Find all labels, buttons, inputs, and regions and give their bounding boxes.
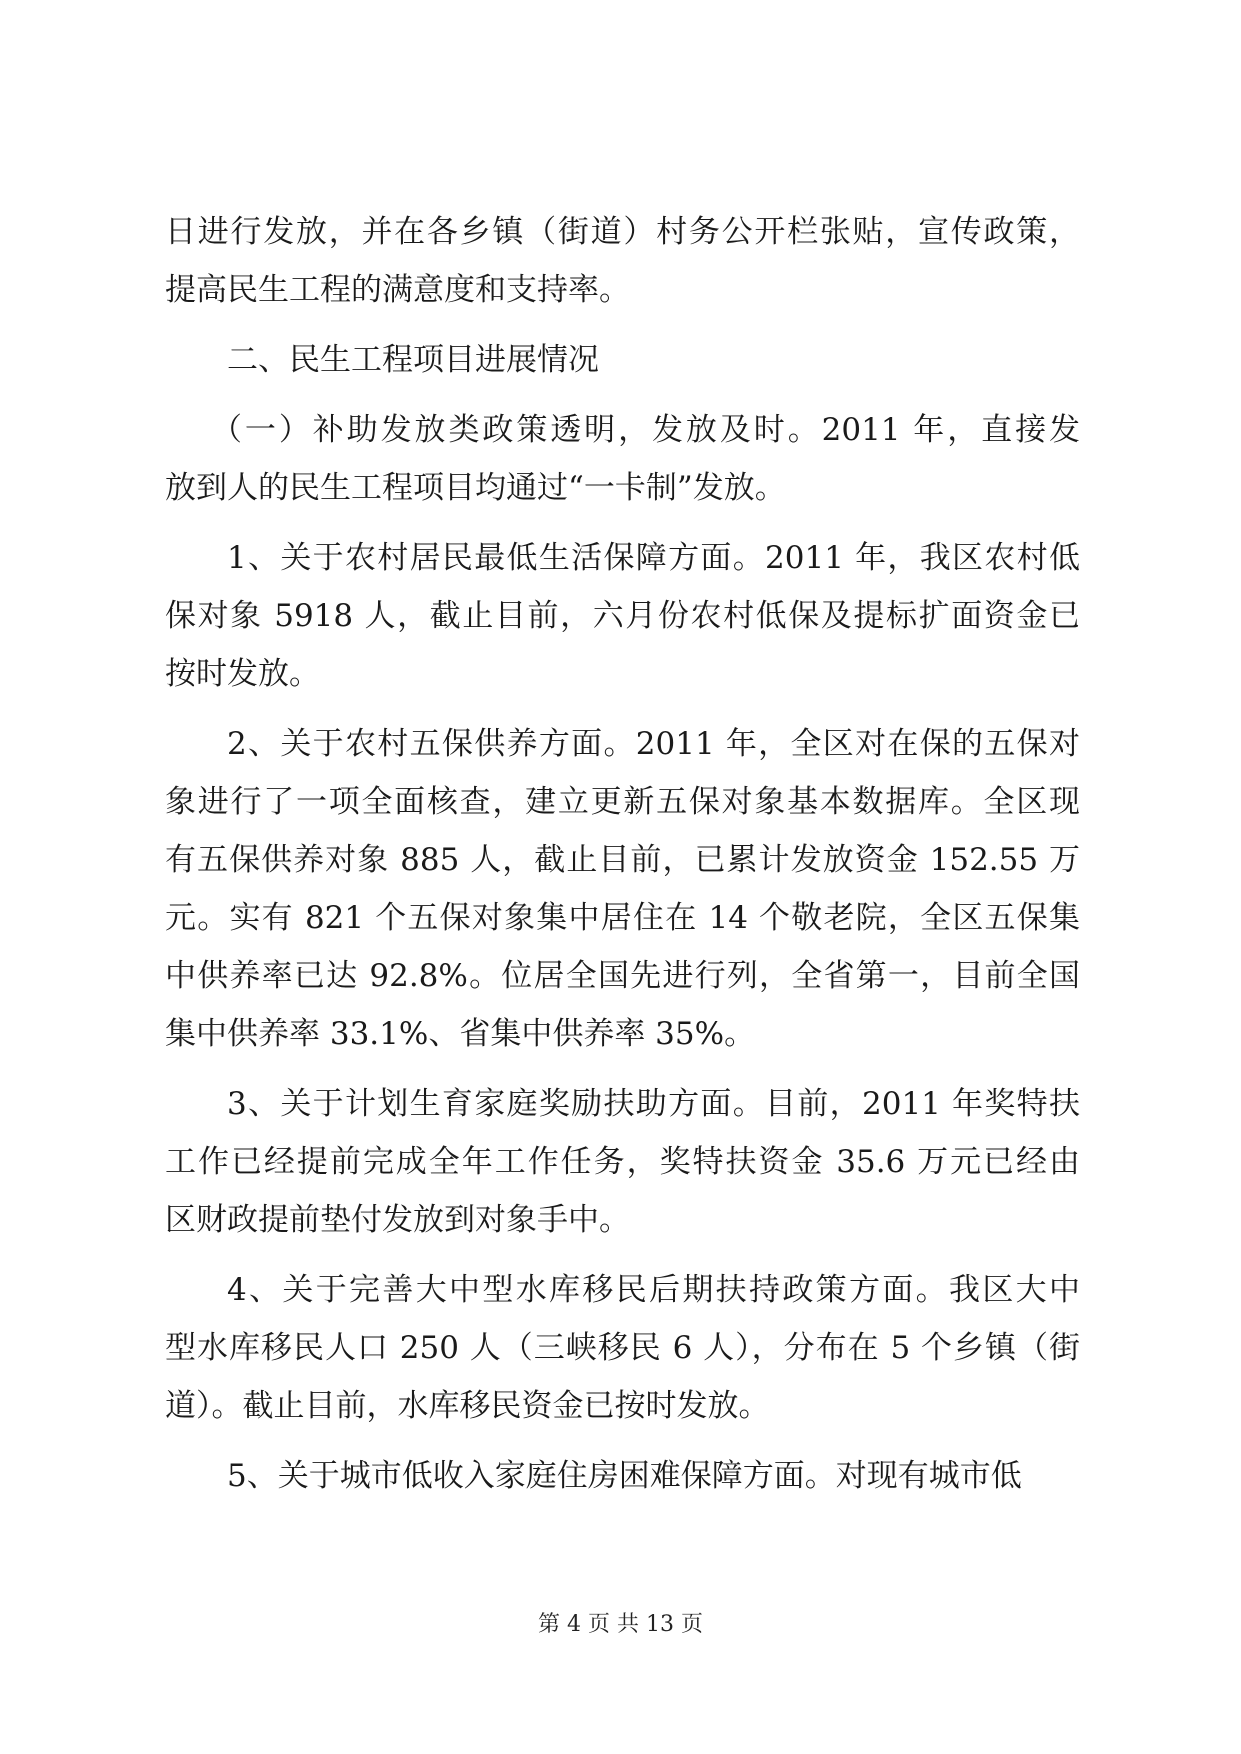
paragraph-continuation xyxy=(165,203,1080,319)
text-line: 元。实有 821 个五保对象集中居住在 14 个敬老院，全区五保集 xyxy=(165,900,1080,936)
text-line: 按时发放。 xyxy=(165,656,320,692)
text-line: 道）。截止目前，水库移民资金已按时发放。 xyxy=(165,1388,770,1424)
paragraph-reservoir-migrants xyxy=(165,1261,1080,1435)
text-line: 3、关于计划生育家庭奖励扶助方面。目前，2011 年奖特扶 xyxy=(227,1086,1080,1122)
paragraph-family-planning xyxy=(165,1075,1080,1249)
text-line: 4、关于完善大中型水库移民后期扶持政策方面。我区大中 xyxy=(227,1272,1080,1308)
paragraph-five-guarantee xyxy=(165,715,1080,1063)
paragraph-urban-housing xyxy=(165,1447,1080,1505)
text-line: 提高民生工程的满意度和支持率。 xyxy=(165,272,630,308)
text-line: 日进行发放，并在各乡镇（街道）村务公开栏张贴，宣传政策， xyxy=(165,214,1080,250)
text-line: 保对象 5918 人，截止目前，六月份农村低保及提标扩面资金已 xyxy=(165,598,1080,634)
page-footer: 第 4 页 共 13 页 xyxy=(538,1612,703,1637)
paragraph-minimum-living xyxy=(165,529,1080,703)
section-heading xyxy=(165,331,1080,389)
document-body xyxy=(165,203,1080,1505)
text-line: 型水库移民人口 250 人（三峡移民 6 人），分布在 5 个乡镇（街 xyxy=(165,1330,1080,1366)
section-heading-text: 二、民生工程项目进展情况 xyxy=(227,342,599,378)
text-line: 5、关于城市低收入家庭住房困难保障方面。对现有城市低 xyxy=(227,1458,1022,1494)
text-line: （一）补助发放类政策透明，发放及时。2011 年，直接发 xyxy=(211,412,1080,448)
text-line: 1、关于农村居民最低生活保障方面。2011 年，我区农村低 xyxy=(227,540,1080,576)
text-line: 集中供养率 33.1%、省集中供养率 35%。 xyxy=(165,1016,756,1052)
paragraph-subsidy-policy xyxy=(165,401,1080,517)
text-line: 2、关于农村五保供养方面。2011 年，全区对在保的五保对 xyxy=(227,726,1080,762)
text-line: 区财政提前垫付发放到对象手中。 xyxy=(165,1202,630,1238)
text-line: 象进行了一项全面核查，建立更新五保对象基本数据库。全区现 xyxy=(165,784,1080,820)
text-line: 放到人的民生工程项目均通过“一卡制”发放。 xyxy=(165,470,786,506)
text-line: 工作已经提前完成全年工作任务，奖特扶资金 35.6 万元已经由 xyxy=(165,1144,1080,1180)
text-line: 中供养率已达 92.8%。位居全国先进行列，全省第一，目前全国 xyxy=(165,958,1080,994)
text-line: 有五保供养对象 885 人，截止目前，已累计发放资金 152.55 万 xyxy=(165,842,1080,878)
